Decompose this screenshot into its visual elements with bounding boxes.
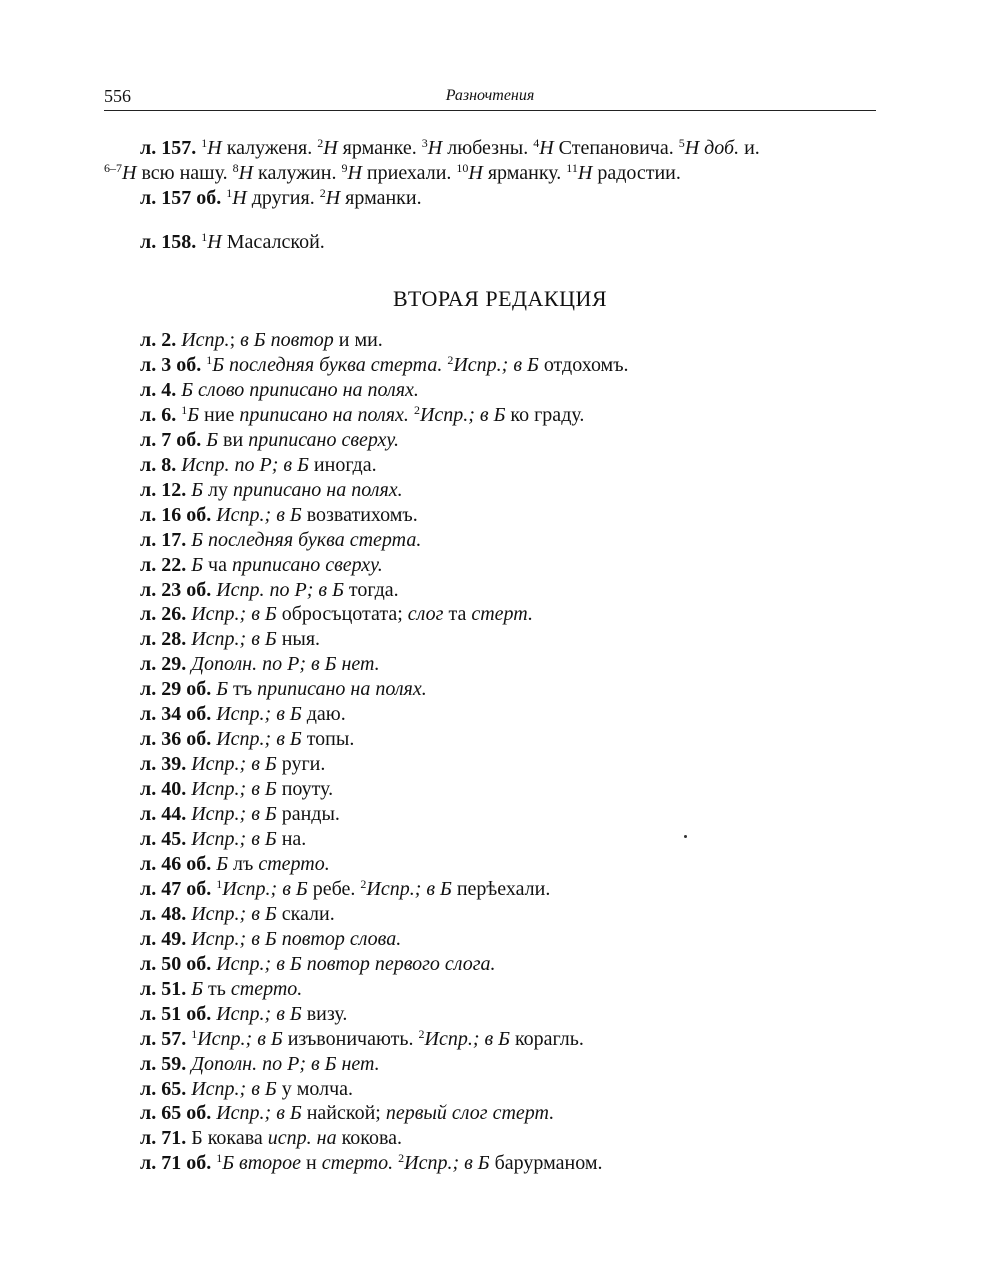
reading-text: и. xyxy=(739,137,760,159)
reading-text: Н xyxy=(427,137,443,159)
reading-text: стерто. xyxy=(230,977,303,1000)
reading-text: Н xyxy=(539,137,554,159)
reading-text: испр. на xyxy=(267,1127,337,1150)
reading-text: Н доб. xyxy=(684,137,740,159)
reading-text: Испр.; в Б xyxy=(216,728,302,751)
variant-entry xyxy=(140,877,550,902)
reading-text: Б xyxy=(187,403,200,426)
reading-text: стерто. xyxy=(258,852,330,875)
note-number: 1 xyxy=(191,1026,198,1041)
variant-entry xyxy=(140,528,421,553)
folio-ref: л. 65 об. xyxy=(140,1102,212,1125)
note-number: 1 xyxy=(216,876,223,891)
variant-entry xyxy=(140,1027,584,1052)
reading-text: приписано на полях. xyxy=(257,678,427,701)
reading-text: всю нашу. xyxy=(136,162,233,184)
reading-text: первый слог стерт. xyxy=(385,1102,555,1125)
reading-text: приписано сверху. xyxy=(248,428,399,451)
note-number: 2 xyxy=(319,186,326,200)
reading-text: стерто. xyxy=(321,1152,399,1175)
variant-entry xyxy=(140,428,399,453)
reading-text: на. xyxy=(276,828,307,850)
reading-text: иногда. xyxy=(308,453,377,476)
folio-ref: л. 6. xyxy=(140,403,177,426)
folio-ref: л. 71. xyxy=(140,1127,187,1150)
reading-text: ние xyxy=(199,403,240,426)
running-title: Разночтения xyxy=(445,87,535,104)
reading-text: Испр.; в Б xyxy=(191,628,277,651)
note-number: 2 xyxy=(360,876,367,891)
folio-ref: л. 39. xyxy=(140,753,187,776)
folio-ref: л. 47 об. xyxy=(140,877,212,900)
reading-text: Испр.; в Б xyxy=(419,403,506,426)
reading-text: Н xyxy=(122,162,137,184)
reading-text: Испр.; в Б xyxy=(216,503,302,526)
reading-text: Н xyxy=(207,231,222,253)
reading-text: Н xyxy=(468,162,483,184)
reading-text: отдохомъ. xyxy=(538,353,629,376)
first-redaction-line xyxy=(104,161,681,186)
first-redaction-line xyxy=(140,230,325,255)
reading-text: и ми. xyxy=(333,329,383,351)
reading-text: Испр.; в Б xyxy=(216,1002,302,1025)
reading-text: Степановича. xyxy=(553,137,679,159)
reading-text: Н xyxy=(238,162,254,184)
reading-text: приехали. xyxy=(361,162,457,184)
reading-text: Б xyxy=(191,977,204,1000)
note-number: 1 xyxy=(201,230,208,244)
variant-entry xyxy=(140,1002,347,1027)
variant-entry xyxy=(140,702,346,727)
folio-ref: л. 29 об. xyxy=(140,678,212,701)
note-number: 1 xyxy=(181,402,188,417)
reading-text: стерт. xyxy=(471,603,533,626)
variant-entry xyxy=(140,1052,380,1077)
reading-text: ; xyxy=(229,329,241,351)
folio-ref: л. 7 об. xyxy=(140,428,202,451)
folio-ref: л. 40. xyxy=(140,778,187,801)
reading-text: тогда. xyxy=(343,578,399,601)
reading-text: Испр.; в Б xyxy=(191,803,277,826)
reading-text: найской; xyxy=(301,1102,386,1125)
reading-text: приписано на полях. xyxy=(233,478,403,501)
reading-text: Испр.; в Б xyxy=(191,603,277,626)
reading-text: радостии. xyxy=(592,162,681,184)
reading-text: Испр.; в Б xyxy=(191,1077,277,1100)
variant-entry xyxy=(140,1077,353,1102)
reading-text: скали. xyxy=(276,902,335,925)
folio-ref: л. 22. xyxy=(140,553,187,576)
reading-text: ть xyxy=(203,977,231,1000)
folio-ref: л. 51. xyxy=(140,977,187,1000)
reading-text: Дополн. по Р; в Б нет. xyxy=(191,1052,380,1075)
variant-entry xyxy=(140,627,320,652)
reading-text: Н xyxy=(232,187,247,209)
folio-ref: л. 23 об. xyxy=(140,578,212,601)
folio-ref: л. 12. xyxy=(140,478,187,501)
page-number: 556 xyxy=(104,86,131,106)
reading-text: Н xyxy=(577,162,593,184)
folio-ref: л. 157 об. xyxy=(140,187,222,209)
folio-ref: л. 71 об. xyxy=(140,1152,212,1175)
reading-text: Б xyxy=(206,428,219,451)
reading-text: ко граду. xyxy=(505,403,585,426)
note-number: 2 xyxy=(413,402,420,417)
reading-text: Испр.; в Б xyxy=(424,1027,510,1050)
variant-entry xyxy=(140,478,403,503)
reading-text: ви xyxy=(218,428,249,451)
folio-ref: л. 51 об. xyxy=(140,1002,212,1025)
folio-ref: л. 3 об. xyxy=(140,353,202,376)
variant-entry xyxy=(140,827,306,852)
variant-entry xyxy=(140,752,325,777)
variant-entry xyxy=(140,453,377,478)
variant-entry xyxy=(140,553,383,578)
reading-text: обросъцотата; xyxy=(276,603,408,626)
first-redaction-line xyxy=(140,186,422,211)
reading-text: Испр.; в Б повтор первого слога. xyxy=(216,952,496,975)
note-number: 1 xyxy=(226,186,233,200)
stray-mark xyxy=(684,835,687,838)
variant-entry xyxy=(140,602,533,627)
note-number: 4 xyxy=(533,136,540,150)
reading-text: н xyxy=(301,1152,322,1175)
reading-text: ярманке. xyxy=(337,137,422,159)
note-number: 6–7 xyxy=(104,161,122,175)
note-number: 2 xyxy=(398,1151,405,1166)
reading-text: корагль. xyxy=(509,1027,584,1050)
reading-text: барурманом. xyxy=(489,1152,603,1175)
reading-text: изъвоничають. xyxy=(282,1027,419,1050)
reading-text: Б второе xyxy=(222,1152,302,1175)
variant-entry xyxy=(140,727,354,752)
reading-text: приписано на полях. xyxy=(239,403,414,426)
reading-text: Дополн. по Р; в Б нет. xyxy=(191,653,380,676)
reading-text: Испр.; в Б xyxy=(216,703,302,726)
reading-text: кокова. xyxy=(336,1127,403,1150)
running-head xyxy=(104,84,876,111)
note-number: 1 xyxy=(201,136,208,150)
reading-text: Испр.; в Б xyxy=(453,353,539,376)
reading-text: Испр.; в Б xyxy=(191,753,277,776)
note-number: 10 xyxy=(456,161,469,175)
reading-text: Испр.; в Б xyxy=(191,778,277,801)
folio-ref: л. 28. xyxy=(140,628,187,651)
reading-text: Испр.; в Б xyxy=(216,1102,302,1125)
reading-text: та xyxy=(443,603,472,626)
folio-ref: л. 36 об. xyxy=(140,728,212,751)
reading-text: Б слово приписано на полях. xyxy=(181,378,419,401)
variant-entry xyxy=(140,952,496,977)
reading-text: Испр.; в Б xyxy=(197,1027,283,1050)
reading-text: другия. xyxy=(246,187,320,209)
reading-text: лъ xyxy=(228,852,259,875)
variant-entry xyxy=(140,777,333,802)
reading-text: калуженя. xyxy=(221,137,318,159)
reading-text: Испр.; в Б xyxy=(191,902,277,925)
first-redaction-line xyxy=(140,136,760,161)
section-heading: ВТОРАЯ РЕДАКЦИЯ xyxy=(392,286,608,311)
reading-text: Н xyxy=(323,137,338,159)
variant-entry xyxy=(140,378,419,403)
reading-text: поуту. xyxy=(276,778,334,801)
variant-entry xyxy=(140,328,383,353)
reading-text: Н xyxy=(325,187,341,209)
reading-text: тъ xyxy=(228,678,258,701)
folio-ref: л. 157. xyxy=(140,137,197,159)
reading-text: Испр. xyxy=(181,329,230,351)
folio-ref: л. 2. xyxy=(140,329,177,351)
reading-text: Испр.; в Б xyxy=(366,877,452,900)
variant-entry xyxy=(140,503,418,528)
note-number: 1 xyxy=(216,1151,223,1166)
reading-text: Масалской. xyxy=(221,231,325,253)
note-number: 1 xyxy=(206,352,213,367)
reading-text: любезны. xyxy=(442,137,534,159)
reading-text: возватихомъ. xyxy=(301,503,418,526)
variant-entry xyxy=(140,578,399,603)
folio-ref: л. 46 об. xyxy=(140,852,212,875)
reading-text: калужин. xyxy=(253,162,342,184)
variant-entry xyxy=(140,677,427,702)
variant-entry xyxy=(140,403,584,428)
folio-ref: л. 59. xyxy=(140,1052,187,1075)
reading-text: Испр.; в Б xyxy=(222,877,308,900)
variant-entry xyxy=(140,652,380,677)
reading-text: Б последняя буква стерта. xyxy=(212,353,448,376)
reading-text: ча xyxy=(203,553,232,576)
variant-entry xyxy=(140,1151,602,1176)
variant-entry xyxy=(140,353,629,378)
reading-text: ярманку. xyxy=(482,162,567,184)
reading-text: Н xyxy=(207,137,222,159)
note-number: 5 xyxy=(678,136,685,150)
folio-ref: л. 158. xyxy=(140,231,197,253)
reading-text: ранды. xyxy=(276,803,340,826)
variant-entry xyxy=(140,852,330,877)
reading-text: приписано сверху. xyxy=(231,553,383,576)
reading-text: Н xyxy=(347,162,362,184)
reading-text: перѣехали. xyxy=(451,877,551,900)
reading-text: Б xyxy=(216,678,229,701)
note-number: 11 xyxy=(566,161,578,175)
reading-text: у молча. xyxy=(276,1077,354,1100)
reading-text: Испр. по Р; в Б xyxy=(181,453,309,476)
note-number: 2 xyxy=(317,136,324,150)
folio-ref: л. 65. xyxy=(140,1077,187,1100)
folio-ref: л. 26. xyxy=(140,603,187,626)
reading-text: лу xyxy=(203,478,234,501)
variant-entry xyxy=(140,802,340,827)
note-number: 8 xyxy=(232,161,239,175)
folio-ref: л. 50 об. xyxy=(140,952,212,975)
reading-text: даю. xyxy=(301,703,346,726)
folio-ref: л. 45. xyxy=(140,828,187,850)
note-number: 9 xyxy=(341,161,348,175)
reading-text: в Б повтор xyxy=(240,329,334,351)
folio-ref: л. 44. xyxy=(140,803,187,826)
folio-ref: л. 49. xyxy=(140,927,187,950)
folio-ref: л. 29. xyxy=(140,653,187,676)
variant-entry xyxy=(140,927,401,952)
folio-ref: л. 34 об. xyxy=(140,703,212,726)
note-number: 2 xyxy=(418,1026,425,1041)
reading-text: ребе. xyxy=(307,877,361,900)
reading-text: слог xyxy=(407,603,444,626)
variant-entry xyxy=(140,977,302,1002)
reading-text: визу. xyxy=(301,1002,348,1025)
folio-ref: л. 16 об. xyxy=(140,503,212,526)
reading-text: Б кокава xyxy=(186,1127,268,1150)
reading-text: Испр.; в Б xyxy=(404,1152,490,1175)
reading-text: ярманки. xyxy=(340,187,422,209)
folio-ref: л. 4. xyxy=(140,378,177,401)
reading-text: ныя. xyxy=(276,628,321,651)
folio-ref: л. 48. xyxy=(140,902,187,925)
reading-text: Испр.; в Б повтор слова. xyxy=(191,927,402,950)
reading-text: Б xyxy=(216,852,229,875)
folio-ref: л. 17. xyxy=(140,528,187,551)
reading-text: Б xyxy=(191,553,204,576)
reading-text: руги. xyxy=(276,753,326,776)
reading-text: топы. xyxy=(301,728,355,751)
reading-text: Испр. по Р; в Б xyxy=(216,578,344,601)
variant-entry xyxy=(140,902,335,927)
variant-entry xyxy=(140,1126,402,1151)
reading-text: Б xyxy=(191,478,204,501)
folio-ref: л. 8. xyxy=(140,453,177,476)
variant-entry xyxy=(140,1101,554,1126)
reading-text: Б последняя буква стерта. xyxy=(191,528,422,551)
note-number: 3 xyxy=(421,136,428,150)
note-number: 2 xyxy=(447,352,454,367)
reading-text: Испр.; в Б xyxy=(191,828,277,850)
folio-ref: л. 57. xyxy=(140,1027,187,1050)
